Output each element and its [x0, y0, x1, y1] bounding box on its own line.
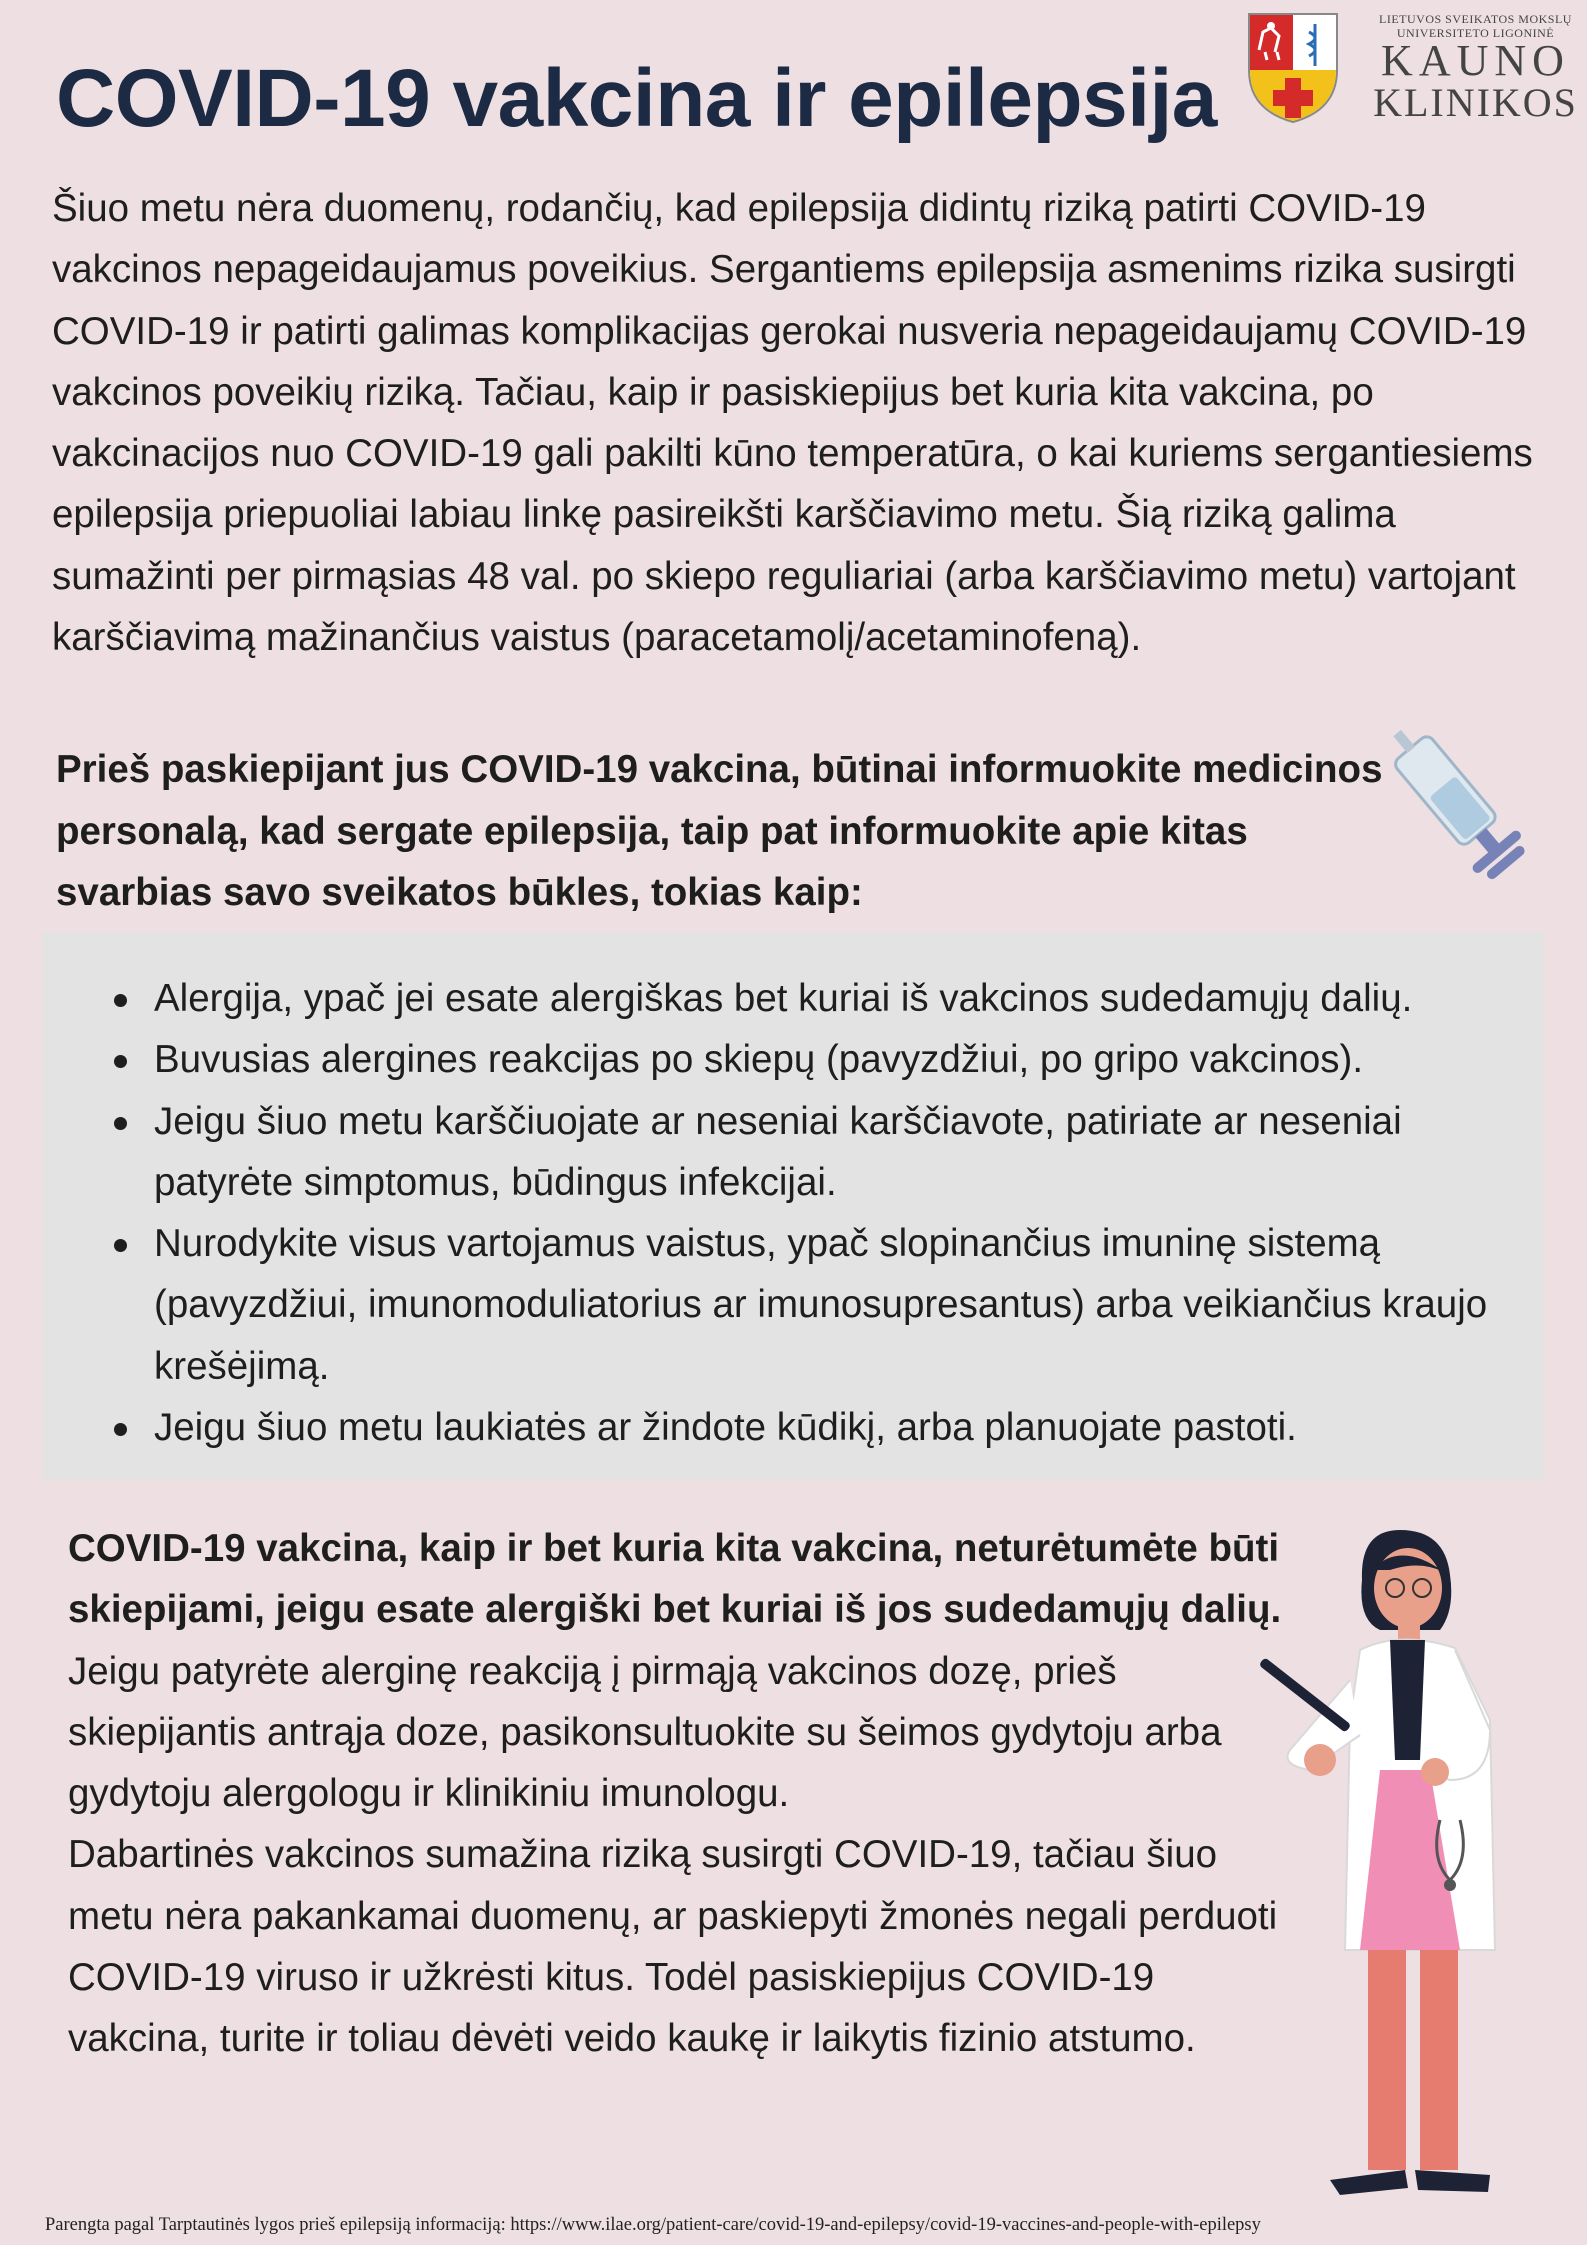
allergy-warning — [68, 1518, 1298, 2070]
list-item: Buvusias alergines reakcijas po skiepų (pavyzdžiui, po gripo vakcinos). — [112, 1029, 1504, 1090]
logo-line4: KLINIKOS — [1373, 80, 1578, 125]
source-footer: Parengta pagal Tarptautinės lygos prieš epilepsiją informaciją: https://www.ilae.org/patient-care/covid-19-and-epilepsy/covid-19-vaccines-and-people-with-epilepsy — [45, 2215, 1261, 2235]
hospital-logo — [1368, 12, 1583, 124]
syringe-icon — [1370, 712, 1540, 892]
logo-line3: KAUNO — [1381, 36, 1570, 85]
logo-line1: LIETUVOS SVEIKATOS MOKSLŲ — [1379, 12, 1572, 26]
list-item: Nurodykite visus vartojamus vaistus, ypač slopinančius imuninę sistemą (pavyzdžiui, imunomoduliatorius ar imunosupresantus) arba veikiančius kraujo krešėjimą. — [112, 1213, 1504, 1397]
hospital-logo-icon — [1245, 10, 1341, 125]
conditions-list-box — [42, 932, 1544, 1480]
list-item: Jeigu šiuo metu karščiuojate ar neseniai karščiavote, patiriate ar neseniai patyrėte simptomus, būdingus infekcijai. — [112, 1091, 1504, 1214]
list-item: Jeigu šiuo metu laukiatės ar žindote kūdikį, arba planuojate pastoti. — [112, 1397, 1504, 1458]
transmission-note: Dabartinės vakcinos sumažina riziką susirgti COVID-19, tačiau šiuo metu nėra pakankamai duomenų, ar paskiepyti žmonės negali perduoti COVID-19 viruso ir užkrėsti kitus. Todėl pasiskiepijus COVID-19 vakcina, turite ir toliau dėvėti veido kaukę ir laikytis fizinio atstumo. — [68, 1833, 1278, 2061]
list-item: Alergija, ypač jei esate alergiškas bet kuriai iš vakcinos sudedamųjų dalių. — [112, 968, 1504, 1029]
allergy-warning-text: Jeigu patyrėte alerginę reakciją į pirmąją vakcinos dozę, prieš skiepijantis antrąja doze, pasikonsultuokite su šeimos gydytoju arba gydytoju alergologu ir klinikiniu imunologu. — [68, 1649, 1222, 1816]
logo-line2: UNIVERSITETO LIGONINĖ — [1396, 26, 1555, 40]
inform-staff-note: Prieš paskiepijant jus COVID-19 vakcina, būtinai informuokite medicinos personalą, kad sergate epilepsija, taip pat informuokite apie kitas svarbias savo sveikatos būkles, tokias kaip: — [56, 748, 1383, 914]
allergy-warning-bold: COVID-19 vakcina, kaip ir bet kuria kita vakcina, neturėtumėte būti skiepijami, jeigu esate alergiški bet kuriai iš jos sudedamųjų dalių. — [68, 1527, 1282, 1632]
conditions-list — [42, 932, 1544, 1458]
page-title: COVID-19 vakcina ir epilepsija — [56, 53, 1217, 144]
doctor-illustration-icon — [1250, 1520, 1580, 2210]
intro-paragraph: Šiuo metu nėra duomenų, rodančių, kad epilepsija didintų riziką patirti COVID-19 vakcinos nepageidaujamus poveikius. Sergantiems epilepsija asmenims rizika susirgti COVID-19 ir patirti galimas komplikacijas gerokai nusveria nepageidaujamų COVID-19 vakcinos poveikių riziką. Tačiau, kaip ir pasiskiepijus bet kuria kita vakcina, po vakcinacijos nuo COVID-19 gali pakilti kūno temperatūra, o kai kuriems sergantiesiems epilepsija priepuoliai labiau linkę pasireikšti karščiavimo metu. Šią riziką galima sumažinti per pirmąsias 48 val. po skiepo reguliariai (arba karščiavimo metu) vartojant karščiavimą mažinančius vaistus (paracetamolį/acetaminofeną). — [52, 187, 1533, 660]
